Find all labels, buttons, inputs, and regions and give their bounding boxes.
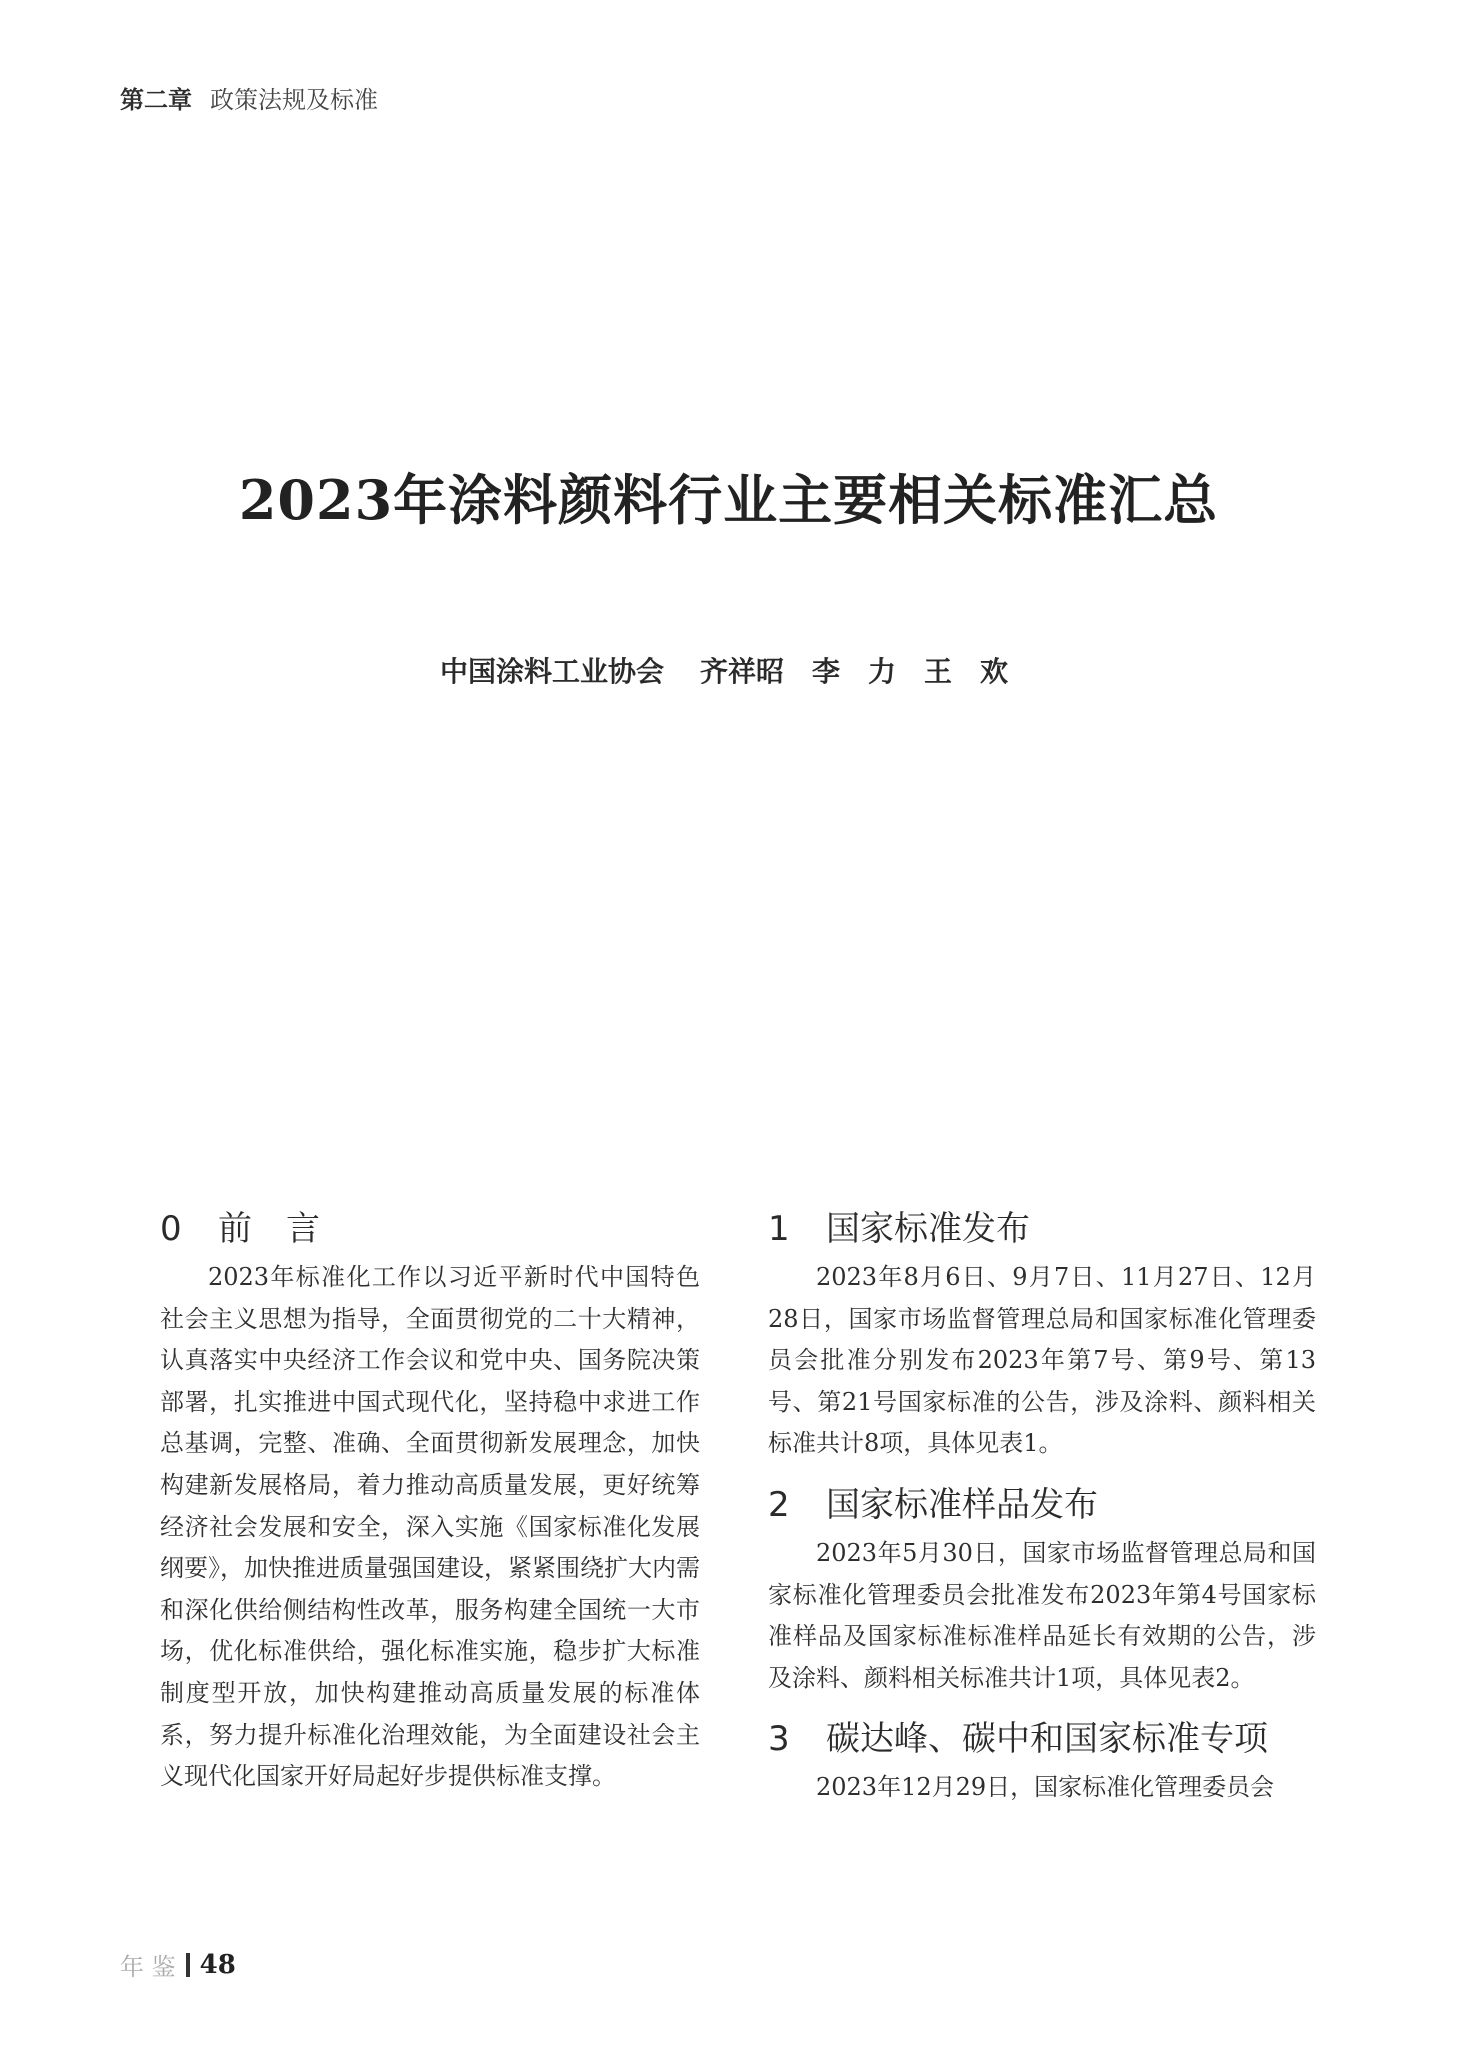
page-footer: [120, 1947, 236, 1982]
author-name: 齐祥昭: [700, 655, 785, 688]
section-heading: [160, 1205, 700, 1253]
section-title: 国家标准样品发布: [826, 1484, 1098, 1525]
section-number: 1: [768, 1209, 790, 1249]
author-line: [440, 650, 1036, 690]
section-paragraph: 2023年5月30日，国家市场监督管理总局和国家标准化管理委员会批准发布2023年第4号国家标准样品及国家标准标准样品延长有效期的公告，涉及涂料、颜料相关标准共计1项，具体见表2。: [768, 1538, 1316, 1692]
section-number: 2: [768, 1484, 790, 1525]
chapter-title: 政策法规及标准: [210, 86, 378, 114]
section-paragraph: 2023年8月6日、9月7日、11月27日、12月28日，国家市场监督管理总局和国家标准化管理委员会批准分别发布2023年第7号、第9号、第13号、第21号国家标准的公告，涉及涂料、颜料相关标准共计8项，具体见表1。: [768, 1263, 1316, 1458]
section-heading: [768, 1205, 1316, 1253]
section-paragraph: 2023年标准化工作以习近平新时代中国特色社会主义思想为指导，全面贯彻党的二十大精神，认真落实中央经济工作会议和党中央、国务院决策部署，扎实推进中国式现代化，坚持稳中求进工作总基调，完整、准确、全面贯彻新发展理念，加快构建新发展格局，着力推动高质量发展，更好统筹经济社会发展和安全，深入实施《国家标准化发展纲要》，加快推进质量强国建设，紧紧围绕扩大内需和深化供给侧结构性改革，服务构建全国统一大市场，优化标准供给，强化标准实施，稳步扩大标准制度型开放，加快构建推动高质量发展的标准体系，努力提升标准化治理效能，为全面建设社会主义现代化国家开好局起好步提供标准支撑。: [160, 1263, 700, 1791]
section-paragraph: 2023年12月29日，国家标准化管理委员会: [816, 1773, 1275, 1802]
section-spacer: [768, 1699, 1316, 1715]
author-name: 李 力: [812, 655, 897, 688]
page-number: 48: [199, 1949, 236, 1980]
running-header: [120, 80, 378, 115]
left-column: [160, 1205, 700, 1798]
article-title: 2023年涂料颜料行业主要相关标准汇总: [238, 468, 1219, 532]
section-number: 0: [160, 1209, 182, 1249]
right-column: [768, 1205, 1316, 1809]
section-spacer: [768, 1465, 1316, 1481]
footer-label: 年 鉴: [120, 1953, 176, 1981]
author-name: 王 欢: [924, 655, 1009, 688]
section-heading: [768, 1715, 1316, 1763]
section-number: 3: [768, 1719, 790, 1760]
section-title: 国家标准发布: [826, 1209, 1030, 1249]
section-title: 前 言: [218, 1209, 320, 1249]
section-heading: [768, 1481, 1316, 1529]
author-organization: 中国涂料工业协会: [440, 655, 665, 688]
footer-divider: [186, 1953, 190, 1977]
section-title: 碳达峰、碳中和国家标准专项: [826, 1719, 1268, 1760]
chapter-number: 第二章: [120, 86, 192, 114]
